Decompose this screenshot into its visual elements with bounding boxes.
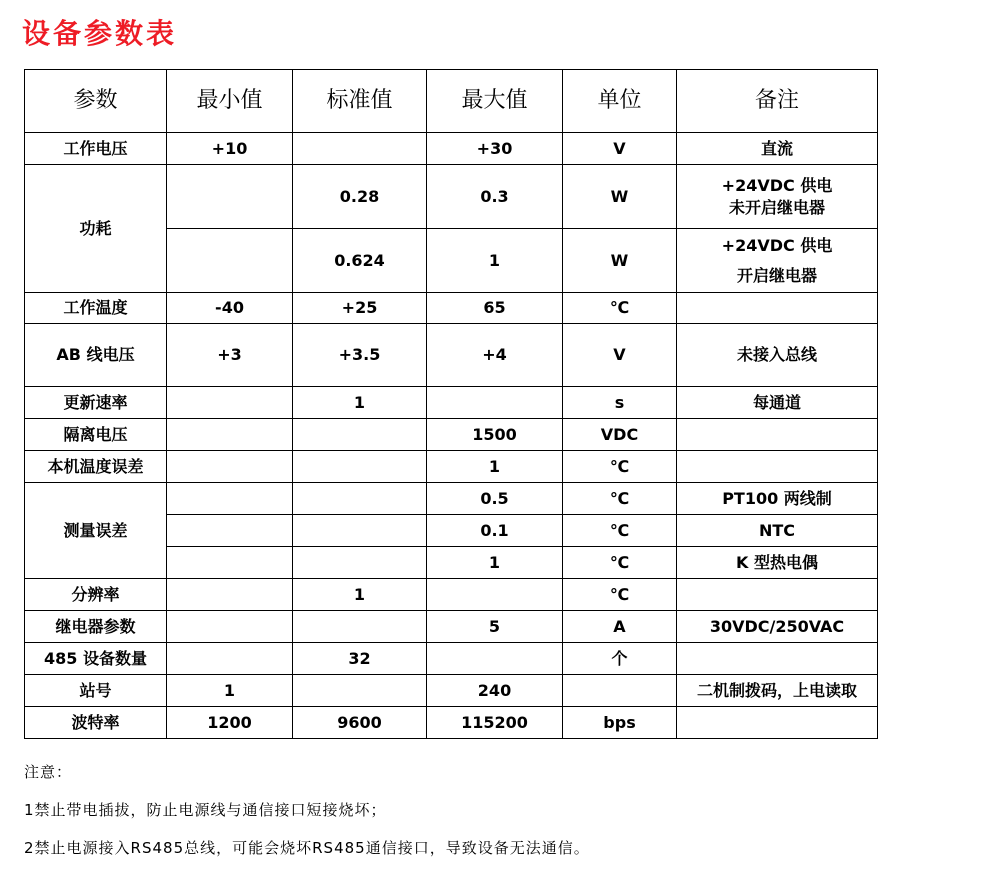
cell-note [677,165,878,229]
page-title: 设备参数表 [22,17,178,50]
cell-note: 未接入总线 [677,324,878,387]
notes-section [24,757,590,871]
cell-max: 1 [427,547,563,579]
cell-unit [563,675,677,707]
cell-param: 功耗 [25,165,167,293]
cell-unit: V [563,324,677,387]
parameter-table [24,69,878,739]
header-std: 标准值 [293,70,427,133]
cell-max: 1 [427,229,563,293]
cell-std: +25 [293,293,427,324]
cell-param: 工作温度 [25,293,167,324]
cell-std: 32 [293,643,427,675]
cell-unit: VDC [563,419,677,451]
cell-min [167,611,293,643]
notes-heading: 注意： [24,763,73,781]
cell-max: 65 [427,293,563,324]
cell-unit: W [563,229,677,293]
cell-max: 115200 [427,707,563,739]
cell-param: 站号 [25,675,167,707]
cell-std [293,451,427,483]
cell-min [167,387,293,419]
cell-min [167,547,293,579]
cell-std: 9600 [293,707,427,739]
cell-min [167,229,293,293]
cell-note: 每通道 [677,387,878,419]
table-row [25,675,878,707]
cell-max: 1 [427,451,563,483]
cell-max: 240 [427,675,563,707]
cell-unit: W [563,165,677,229]
cell-unit: s [563,387,677,419]
header-note: 备注 [677,70,878,133]
cell-std: 1 [293,579,427,611]
cell-unit: ℃ [563,293,677,324]
cell-note [677,451,878,483]
cell-min [167,451,293,483]
cell-min: 1 [167,675,293,707]
cell-max: 0.5 [427,483,563,515]
cell-std: 0.624 [293,229,427,293]
cell-param: 485 设备数量 [25,643,167,675]
cell-unit: ℃ [563,579,677,611]
cell-max: 0.1 [427,515,563,547]
cell-note: 直流 [677,133,878,165]
cell-param: 工作电压 [25,133,167,165]
cell-param: AB 线电压 [25,324,167,387]
table-row [25,293,878,324]
cell-max [427,643,563,675]
table-row [25,324,878,387]
table-row [25,165,878,229]
cell-max: 1500 [427,419,563,451]
table-row [25,387,878,419]
cell-min [167,515,293,547]
cell-unit: ℃ [563,515,677,547]
note-item: 2禁止电源接入RS485总线，可能会烧坏RS485通信接口，导致设备无法通信。 [24,839,590,857]
table-row [25,451,878,483]
note-line: 开启继电器 [736,265,817,285]
header-max: 最大值 [427,70,563,133]
cell-std: +3.5 [293,324,427,387]
table-row [25,483,878,515]
cell-note: 二机制拨码，上电读取 [677,675,878,707]
table-row [25,707,878,739]
cell-unit: V [563,133,677,165]
cell-std [293,611,427,643]
cell-max: 0.3 [427,165,563,229]
header-param: 参数 [25,70,167,133]
cell-max [427,387,563,419]
cell-std [293,419,427,451]
cell-note [677,643,878,675]
cell-min [167,165,293,229]
note-item: 1禁止带电插拔，防止电源线与通信接口短接烧坏； [24,801,387,819]
note-line: 未开启继电器 [728,197,825,217]
cell-min [167,643,293,675]
cell-note: NTC [677,515,878,547]
cell-param: 分辨率 [25,579,167,611]
table-row [25,133,878,165]
cell-min: -40 [167,293,293,324]
cell-unit: ℃ [563,451,677,483]
cell-param: 隔离电压 [25,419,167,451]
cell-std: 1 [293,387,427,419]
cell-note [677,229,878,293]
table-row [25,643,878,675]
cell-note [677,419,878,451]
cell-note: PT100 两线制 [677,483,878,515]
cell-min: +3 [167,324,293,387]
note-line: +24VDC 供电 [721,235,833,255]
table-header-row [25,70,878,133]
cell-unit: A [563,611,677,643]
cell-std [293,515,427,547]
cell-max: +30 [427,133,563,165]
cell-unit: bps [563,707,677,739]
cell-std [293,483,427,515]
cell-std [293,133,427,165]
table-row [25,579,878,611]
table-row [25,419,878,451]
cell-std [293,547,427,579]
cell-unit: ℃ [563,547,677,579]
cell-std: 0.28 [293,165,427,229]
cell-min: 1200 [167,707,293,739]
note-line: +24VDC 供电 [721,175,833,195]
header-min: 最小值 [167,70,293,133]
cell-param: 更新速率 [25,387,167,419]
cell-param: 继电器参数 [25,611,167,643]
cell-max [427,579,563,611]
cell-param: 波特率 [25,707,167,739]
cell-unit: 个 [563,643,677,675]
table-row [25,611,878,643]
cell-param: 本机温度误差 [25,451,167,483]
cell-note [677,293,878,324]
cell-note: 30VDC/250VAC [677,611,878,643]
cell-note [677,707,878,739]
cell-std [293,675,427,707]
cell-param: 测量误差 [25,483,167,579]
cell-min: +10 [167,133,293,165]
cell-note [677,579,878,611]
cell-min [167,579,293,611]
cell-unit: ℃ [563,483,677,515]
cell-max: 5 [427,611,563,643]
cell-max: +4 [427,324,563,387]
cell-note: K 型热电偶 [677,547,878,579]
cell-min [167,419,293,451]
header-unit: 单位 [563,70,677,133]
cell-min [167,483,293,515]
